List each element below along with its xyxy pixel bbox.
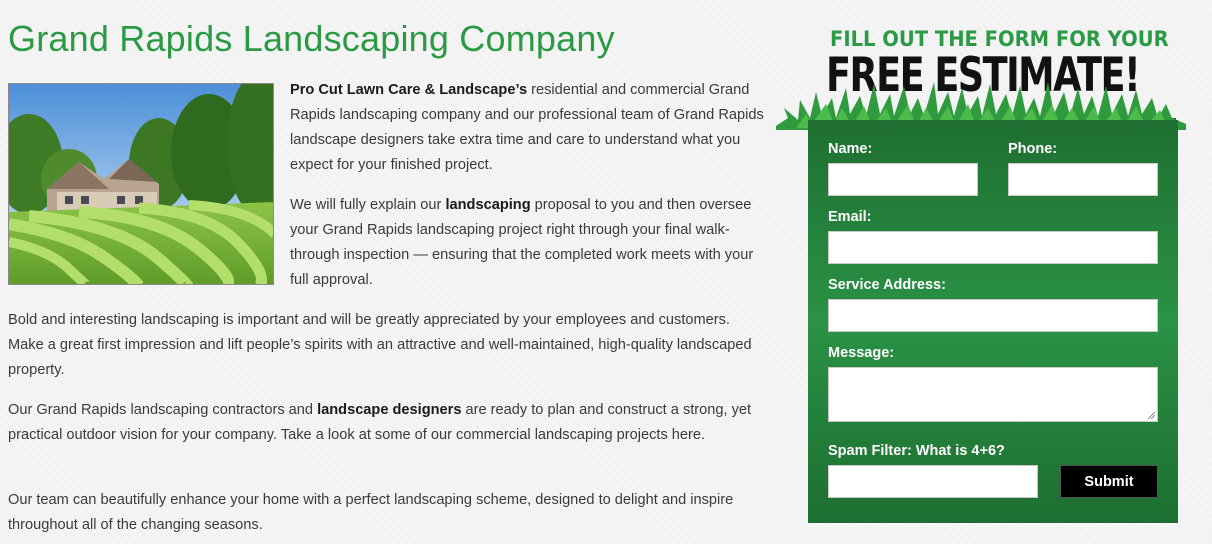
landscape-designers-link[interactable]: landscape designers (317, 402, 462, 418)
spam-filter-label: Spam Filter: What is 4+6? (828, 443, 1005, 459)
address-label: Service Address: (828, 277, 946, 293)
seasons-paragraph: Our team can beautifully enhance your home with a perfect landscaping scheme, designed to delight and inspire throughout all of the changing seasons. (8, 492, 734, 533)
page-title: Grand Rapids Landscaping Company (8, 18, 615, 59)
name-input[interactable] (828, 163, 978, 196)
proposal-text-end: proposal to you and then oversee your Grand Rapids landscaping project right through your final walk-through inspection — ensuring that the completed work meets with your full approval. (290, 197, 754, 288)
bold-interesting-paragraph: Bold and interesting landscaping is important and will be greatly appreciated by your employees and customers. Make a great first impression and lift people’s spirits with an attractive and well-maintained, high-quality landscaped property. (8, 312, 752, 378)
form-header (776, 26, 1186, 132)
spam-filter-input[interactable] (828, 465, 1038, 498)
house-lawn-image (9, 84, 274, 285)
intro-paragraph (290, 78, 772, 178)
proposal-paragraph (290, 193, 760, 293)
message-textarea[interactable] (828, 367, 1158, 422)
contractors-text-start: Our Grand Rapids landscaping contractors and (8, 402, 318, 418)
email-label: Email: (828, 209, 872, 225)
submit-button[interactable]: Submit (1060, 465, 1158, 498)
phone-label: Phone: (1008, 141, 1058, 157)
contractors-text-end: are ready to plan and construct a strong, yet practical outdoor vision for your company. Take a look at some of our commercial landscaping projects here. (8, 402, 752, 443)
message-label: Message: (828, 345, 895, 361)
proposal-text-start: We will fully explain our (290, 197, 446, 213)
name-label: Name: (828, 141, 873, 157)
company-name: Pro Cut Lawn Care & Landscape’s (290, 82, 528, 98)
email-input[interactable] (828, 231, 1158, 264)
phone-input[interactable] (1008, 163, 1158, 196)
estimate-form (808, 120, 1178, 523)
form-header-title: FREE ESTIMATE! (826, 48, 1140, 103)
address-input[interactable] (828, 299, 1158, 332)
resize-handle-icon[interactable] (1147, 411, 1155, 419)
form-header-subtitle: FILL OUT THE FORM FOR YOUR (830, 27, 1169, 51)
contractors-paragraph (8, 398, 776, 448)
landscape-photo (8, 83, 274, 285)
landscaping-link[interactable]: landscaping (445, 197, 531, 213)
intro-text: residential and commercial Grand Rapids landscaping company and our professional team of Grand Rapids landscape designers take extra time and care to understand what you expect for your finished project. (290, 82, 764, 173)
